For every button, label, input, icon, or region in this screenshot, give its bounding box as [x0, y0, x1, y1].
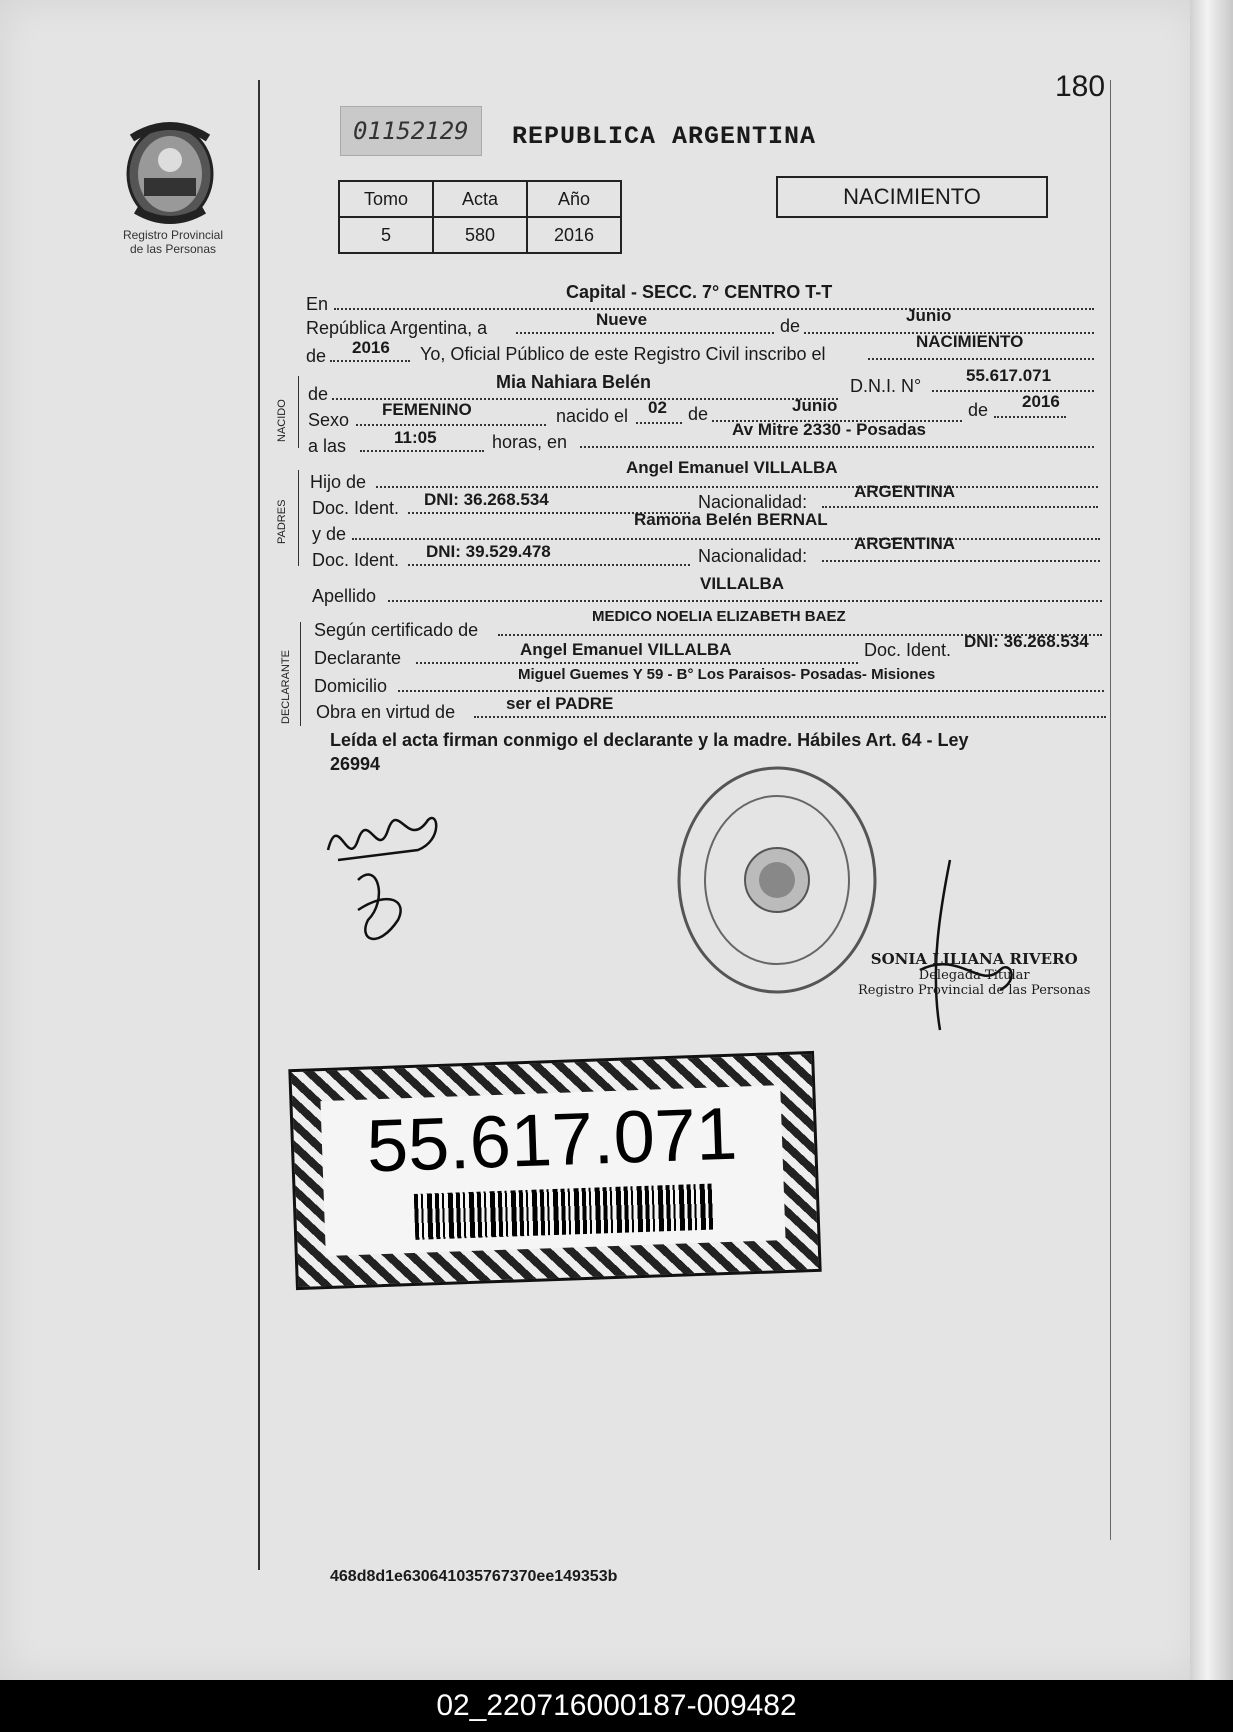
- de-label: de: [780, 316, 801, 336]
- acta-header-acta: Acta: [433, 181, 527, 217]
- dotted-line: [352, 538, 1100, 540]
- hour-value: 11:05: [394, 428, 437, 447]
- sexo-label: Sexo: [308, 410, 350, 430]
- de-label: de: [968, 400, 989, 420]
- dotted-line: [474, 716, 1106, 718]
- page-number: 180: [1055, 70, 1106, 103]
- acta-value-anio: 2016: [527, 217, 621, 253]
- scan-edge: [1190, 0, 1233, 1680]
- father-doc-value: DNI: 36.268.534: [424, 490, 549, 509]
- dotted-line: [636, 422, 682, 424]
- country-title: REPUBLICA ARGENTINA: [512, 122, 817, 151]
- dotted-line: [868, 358, 1094, 360]
- dotted-line: [360, 450, 484, 452]
- mother-nationality-value: ARGENTINA: [854, 534, 956, 553]
- closing-line-1: Leída el acta firman conmigo el declarante y la madre. Hábiles Art. 64 - Ley: [330, 730, 969, 750]
- padres-section-label: PADRES: [276, 499, 288, 544]
- apellido-value: VILLALBA: [700, 574, 785, 593]
- dotted-line: [580, 446, 1094, 448]
- barcode-label: [288, 1051, 821, 1290]
- month-value: Junio: [906, 306, 952, 325]
- birth-day-value: 02: [648, 398, 667, 417]
- dotted-line: [822, 560, 1100, 562]
- nacido-section-label: NACIDO: [276, 399, 288, 442]
- nacionalidad-label: Nacionalidad:: [698, 546, 808, 566]
- declarant-signature: [318, 770, 458, 960]
- dotted-line: [932, 390, 1094, 392]
- dotted-line: [330, 360, 410, 362]
- birth-month-value: Junio: [792, 396, 838, 415]
- oficial-text: Yo, Oficial Público de este Registro Civil inscribo el: [420, 344, 826, 364]
- padres-bracket: [298, 470, 299, 566]
- apellido-label: Apellido: [312, 586, 377, 606]
- en-label: En: [306, 294, 329, 314]
- logo-caption: [108, 228, 238, 256]
- doc-ident-label: Doc. Ident.: [312, 550, 400, 570]
- declarante-bracket: [300, 622, 301, 726]
- dotted-line: [334, 308, 1094, 310]
- birth-year-value: 2016: [1022, 392, 1060, 411]
- declarante-doc-value: DNI: 36.268.534: [964, 632, 1089, 651]
- dotted-line: [376, 486, 1098, 488]
- dotted-line: [994, 416, 1066, 418]
- de-label: de: [688, 404, 709, 424]
- barcode-number: 55.617.071: [365, 1091, 739, 1188]
- province-seal-logo: [122, 118, 218, 226]
- certificate-value: MEDICO NOELIA ELIZABETH BAEZ: [592, 608, 846, 625]
- doc-ident-label: Doc. Ident.: [312, 498, 400, 518]
- document-hash: 468d8d1e630641035767370ee149353b: [330, 1568, 618, 1585]
- serial-number: 01152129: [340, 106, 482, 156]
- document-type-box: NACIMIENTO: [776, 176, 1048, 218]
- mother-doc-value: DNI: 39.529.478: [426, 542, 551, 561]
- right-border-line: [1110, 80, 1111, 1540]
- dni-label: D.N.I. N°: [850, 376, 922, 396]
- obra-label: Obra en virtud de: [316, 702, 456, 722]
- horas-label: horas, en: [492, 432, 568, 452]
- official-round-stamp: [672, 760, 882, 1000]
- doc-ident-label: Doc. Ident.: [864, 640, 952, 660]
- margin-line: [258, 80, 260, 1570]
- barcode-bars: [414, 1183, 715, 1239]
- closing-line-2: 26994: [330, 754, 381, 774]
- father-nationality-value: ARGENTINA: [854, 482, 956, 501]
- inscribo-value: NACIMIENTO: [916, 332, 1024, 351]
- acta-value-tomo: 5: [339, 217, 433, 253]
- en-value: Capital - SECC. 7° CENTRO T-T: [566, 282, 833, 302]
- logo-caption-line-2: de las Personas: [129, 242, 217, 256]
- child-name-value: Mia Nahiara Belén: [496, 372, 652, 392]
- logo-caption-line-1: Registro Provincial: [122, 228, 224, 242]
- dotted-line: [398, 690, 1104, 692]
- file-id-bar: 02_220716000187-009482: [0, 1680, 1233, 1732]
- segun-label: Según certificado de: [314, 620, 479, 640]
- official-title: Delegada Titular: [918, 968, 1030, 983]
- child-dni-value: 55.617.071: [966, 366, 1052, 385]
- dotted-line: [356, 424, 546, 426]
- nacido-bracket: [298, 376, 299, 448]
- official-org: Registro Provincial de las Personas: [858, 983, 1091, 998]
- acta-header-tomo: Tomo: [339, 181, 433, 217]
- official-signature-block: [858, 950, 1090, 998]
- acta-header-anio: Año: [527, 181, 621, 217]
- declarante-section-label: DECLARANTE: [280, 650, 292, 724]
- dotted-line: [408, 564, 690, 566]
- dotted-line: [516, 332, 774, 334]
- acta-table: [338, 180, 622, 254]
- dotted-line: [416, 662, 858, 664]
- y-de-label: y de: [312, 524, 347, 544]
- father-name-value: Angel Emanuel VILLALBA: [626, 458, 838, 477]
- birth-place-value: Av Mitre 2330 - Posadas: [732, 420, 927, 439]
- year-value: 2016: [352, 338, 390, 357]
- alas-label: a las: [308, 436, 347, 456]
- nacionalidad-label: Nacionalidad:: [698, 492, 808, 512]
- acta-value-acta: 580: [433, 217, 527, 253]
- dotted-line: [822, 506, 1098, 508]
- republica-label: República Argentina, a: [306, 318, 488, 338]
- declarante-value: Angel Emanuel VILLALBA: [520, 640, 732, 659]
- nacido-el-label: nacido el: [556, 406, 629, 426]
- hijo-de-label: Hijo de: [310, 472, 367, 492]
- sexo-value: FEMENINO: [382, 400, 472, 419]
- mother-name-value: Ramona Belén BERNAL: [634, 510, 828, 529]
- obra-value: ser el PADRE: [506, 694, 614, 713]
- nacido-de-label: de: [308, 384, 329, 404]
- de2-label: de: [306, 346, 327, 366]
- day-value: Nueve: [596, 310, 648, 329]
- official-name: SONIA LILIANA RIVERO: [870, 950, 1078, 968]
- domicilio-label: Domicilio: [314, 676, 388, 696]
- declarante-label: Declarante: [314, 648, 402, 668]
- domicilio-value: Miguel Guemes Y 59 - B° Los Paraisos- Posadas- Misiones: [518, 666, 936, 683]
- barcode-label-inner: [320, 1085, 785, 1256]
- dotted-line: [388, 600, 1102, 602]
